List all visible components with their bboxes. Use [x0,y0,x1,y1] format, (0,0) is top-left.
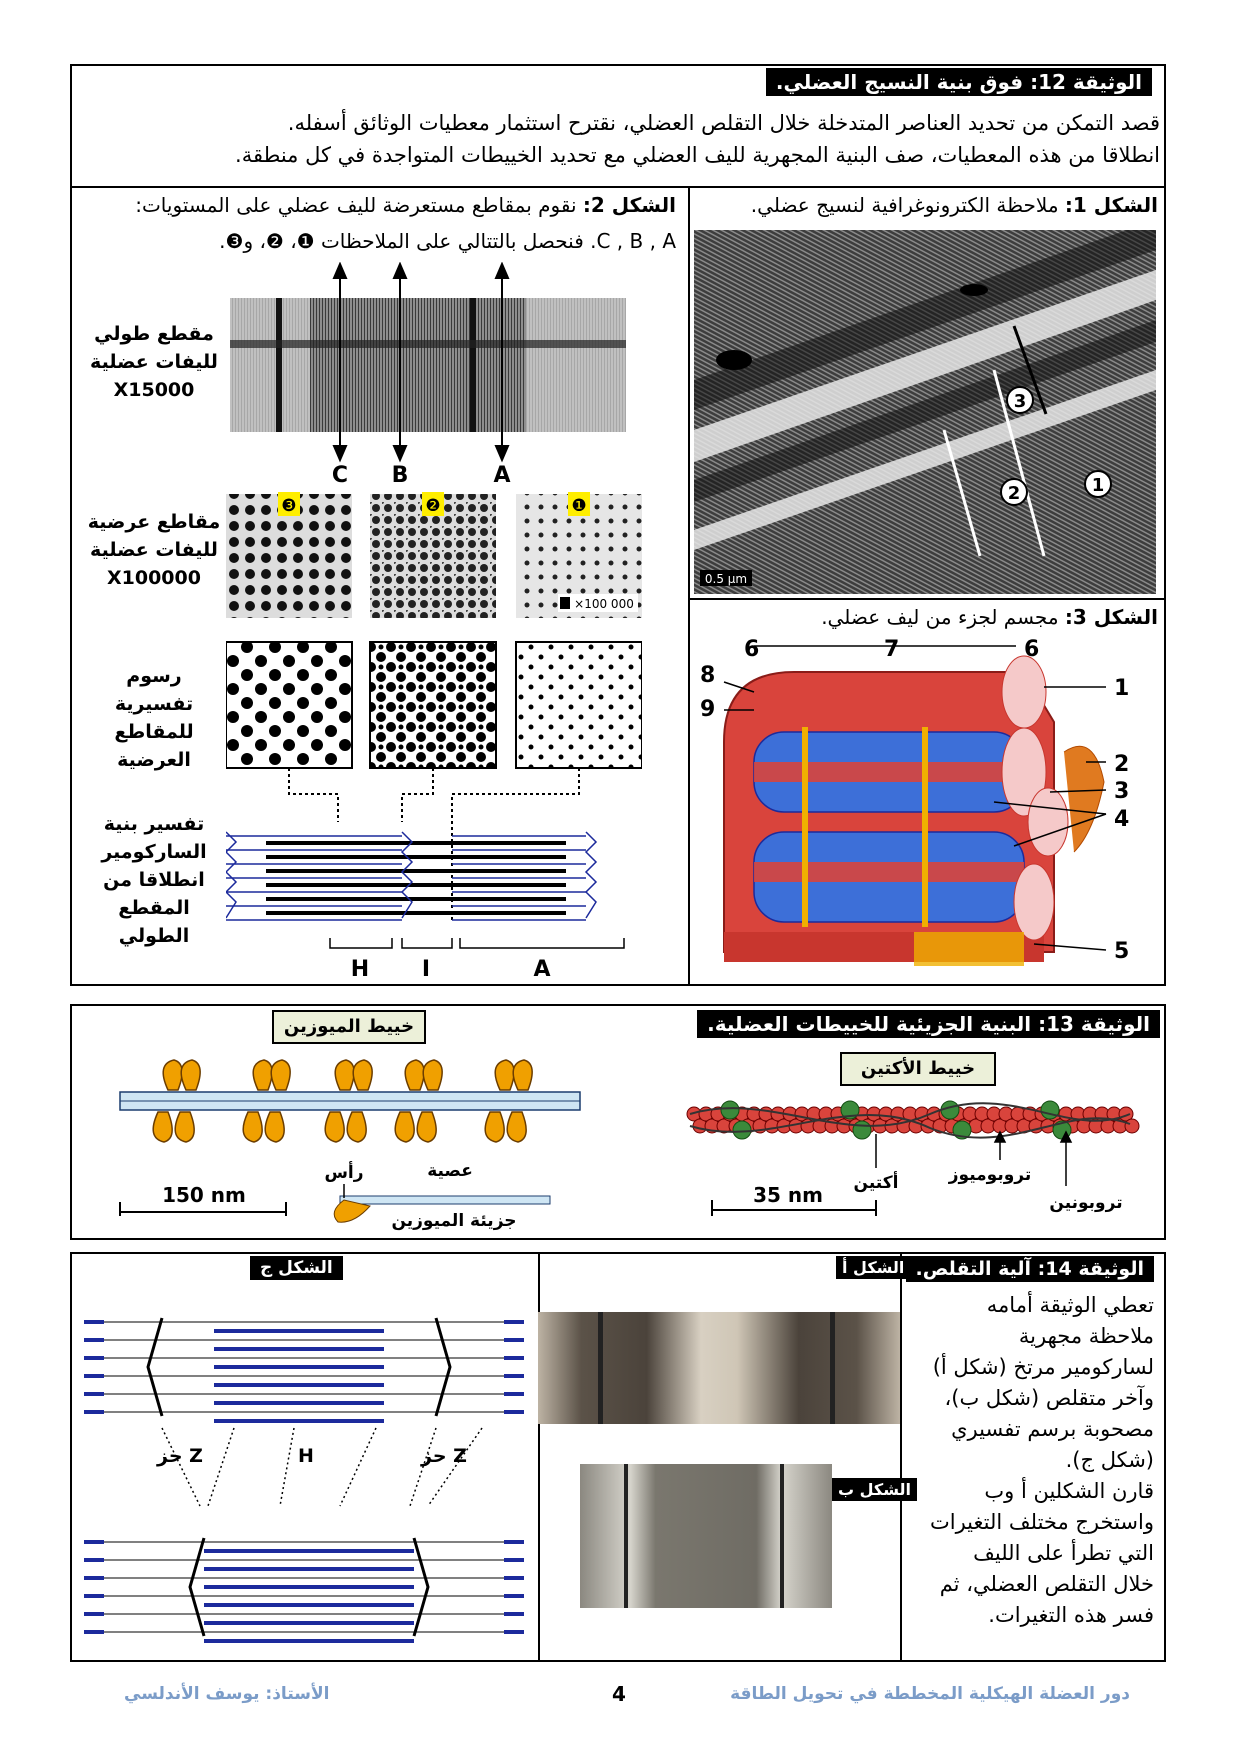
myosin-head [335,1060,354,1090]
fig2-band-I: I [421,957,431,982]
troponin-complex [853,1121,871,1139]
troponin-label: تروبونين [1049,1193,1123,1213]
doc14-title: الوثيقة 14: آلية التقلص. [906,1256,1154,1282]
relaxed-myosin [84,1338,104,1342]
troponin-complex [721,1101,739,1119]
relaxed-myosin [84,1320,104,1324]
doc12-divider-fig3 [688,598,1166,600]
fig2-caption-2: C , B , A. فنحصل بالتتالي على الملاحظات ❶، ❷، و❸. [219,229,676,253]
relaxed-myosin [504,1338,524,1342]
contracted-myosin [84,1558,104,1562]
myosin-head [265,1112,284,1142]
tropomyosin-label: تروبوميوز [948,1165,1032,1185]
myosin-bar [266,911,566,915]
fig2-row4-label-line1: تفسير بنية [103,813,205,835]
fig2-row1-label-line1: مقطع طولي [94,323,214,345]
fig2-row3-label-line3: العرضية [117,749,191,771]
myosin-head [175,1112,194,1142]
fig2-caption-bold: الشكل 2: [582,193,676,217]
relaxed-myosin [504,1410,524,1414]
doc12-title: الوثيقة 12: فوق بنية النسيج العضلي. [766,68,1152,96]
myosin-head [395,1112,414,1142]
contracted-myosin [504,1540,524,1544]
doc12-intro-2: انطلاقا من هذه المعطيات، صف البنية المجهرية لليف العضلي مع تحديد الخييطات المتواجدة في كل منطقة. [235,143,1160,167]
doc14-text-line: تعطي الوثيقة أمامه [986,1293,1154,1317]
fig3-caption [821,602,1158,632]
fig-c-tag: الشكل ج [250,1256,343,1280]
doc14-text-line: ملاحظة مجهرية [1018,1324,1154,1348]
doc14-text [930,1290,1154,1631]
relaxed-myosin [84,1356,104,1360]
fig1-caption [751,190,1158,220]
myosin-head [405,1060,424,1090]
myosin-bar [266,897,566,901]
fig-c-z-right: حز Z [421,1445,467,1467]
myosin-molecule-label: جزيئة الميوزين [391,1211,517,1231]
fig2-row1-label-line2: لليفات عضلية [90,351,218,373]
myosin-head [325,1112,344,1142]
contracted-myosin [204,1621,414,1625]
myosin-head [163,1060,182,1090]
contracted-myosin [84,1576,104,1580]
footer-teacher: الأستاذ: يوسف الأندلسي [124,1684,330,1704]
fig2-row2-label [84,508,224,592]
actin-label: أكتين [853,1173,899,1193]
myosin-bar [266,869,566,873]
troponin-complex [733,1121,751,1139]
doc14-text-line: وآخر متقلص (شكل ب)، [944,1386,1154,1410]
fig1-electron-micrograph [694,230,1156,594]
fig3-num-1: 1 [1114,676,1130,701]
fig2-row2-label-line1: مقاطع عرضية [87,511,221,533]
contracted-myosin [204,1585,414,1589]
fig2-plane-C: C [331,463,349,488]
myosin-scale: 150 nm [162,1183,246,1207]
contracted-myosin [504,1594,524,1598]
myosin-head [417,1112,436,1142]
relaxed-myosin [214,1329,384,1333]
fig2-plane-B: B [391,463,409,488]
actin-monomer [1125,1119,1139,1133]
doc14-text-line: (شكل ج). [1065,1448,1154,1472]
myosin-bar [266,841,566,845]
fig3-num-9: 9 [700,697,716,722]
fig1-caption-bold: الشكل 1: [1064,193,1158,217]
fig2-row2-label-line2: لليفات عضلية [90,539,218,561]
footer-course: دور العضلة الهيكلية المخططة في تحويل الطاقة [730,1684,1130,1704]
relaxed-myosin [214,1419,384,1423]
relaxed-myosin [214,1347,384,1351]
fig3-num-6-right: 6 [1024,637,1040,662]
fig-b-contracted-micrograph [580,1464,832,1608]
doc14-text-line: واستخرج مختلف التغيرات [929,1510,1154,1534]
fig2-row2-label-line3: X100000 [107,567,201,589]
fig2-cross-marker-3: ❸ [281,496,297,516]
myosin-head [243,1112,262,1142]
fig2-caption-1 [135,190,676,220]
myosin-head [507,1112,526,1142]
fig3-num-8: 8 [700,663,716,688]
fig2-plane-A: A [493,463,511,488]
doc12-divider-h [70,186,1166,188]
fig-c-sarcomere-schematic [84,1296,524,1656]
contracted-myosin [204,1567,414,1571]
fig-c-z-left: حز Z [157,1445,203,1467]
fig1-marker-2-text: 2 [1007,483,1021,504]
fig2-cross-marker-2: ❷ [425,496,441,516]
fig2-band-H: H [350,957,370,982]
relaxed-myosin [214,1383,384,1387]
fig-b-tag: الشكل ب [832,1478,917,1501]
fig1-caption-text: ملاحظة الكترونوغرافية لنسيج عضلي. [750,193,1059,217]
fig2-magnification: ×100 000 [574,597,634,611]
doc14-text-line: قارن الشكلين أ وب [984,1479,1154,1503]
contracted-myosin [504,1630,524,1634]
relaxed-myosin [84,1410,104,1414]
fig3-caption-text: مجسم لجزء من ليف عضلي. [821,605,1059,629]
contracted-myosin [204,1639,414,1643]
fig2-cross-marker-1: ❶ [571,496,587,516]
myosin-head [271,1060,290,1090]
doc14-text-line: فسر هذه التغيرات. [988,1603,1154,1627]
relaxed-z-right [436,1318,450,1416]
fig2-row3-label-line2: للمقاطع [114,721,194,743]
fig3-num-5: 5 [1114,939,1130,964]
fig3-num-3: 3 [1114,779,1130,804]
contracted-myosin [204,1549,414,1553]
myosin-head [353,1060,372,1090]
fig3-num-4: 4 [1114,807,1130,832]
contracted-myosin [84,1630,104,1634]
relaxed-myosin [214,1365,384,1369]
fig1-marker-3-text: 3 [1013,391,1027,412]
fig2-row1-label [84,320,224,404]
actin-scale: 35 nm [753,1183,823,1207]
fig-c-h: H [298,1445,314,1467]
relaxed-myosin [504,1392,524,1396]
contracted-myosin [84,1540,104,1544]
z-line-right [586,832,596,918]
myosin-head [153,1112,172,1142]
footer-page-number: 4 [612,1682,626,1706]
myosin-head [347,1112,366,1142]
myosin-bar [266,855,566,859]
fig-a-relaxed-micrograph [538,1312,900,1424]
relaxed-myosin [84,1392,104,1396]
relaxed-myosin [214,1401,384,1405]
contracted-myosin [204,1603,414,1607]
doc13-title: الوثيقة 13: البنية الجزيئية للخييطات العضلية. [697,1010,1160,1038]
fig3-muscle-fiber-model [694,632,1160,982]
contracted-myosin [504,1558,524,1562]
myosin-head [181,1060,200,1090]
fig1-scale: 0.5 µm [704,572,748,586]
myosin-head-label: رأس [324,1163,364,1183]
doc14-text-line: خلال التقلص العضلي، ثم [939,1572,1154,1596]
z-line-left [226,832,236,918]
myosin-head [485,1112,504,1142]
relaxed-myosin [504,1374,524,1378]
myosin-bar [266,883,566,887]
relaxed-myosin [504,1356,524,1360]
fig3-caption-bold: الشكل 3: [1064,605,1158,629]
doc14-text-line: التي تطرأ على الليف [973,1541,1154,1565]
fig2-row4-label-line2: الساركومير [101,841,207,863]
fig3-num-2: 2 [1114,752,1130,777]
relaxed-z-left [148,1318,162,1416]
myosin-head [423,1060,442,1090]
contracted-myosin [84,1612,104,1616]
contracted-z-right [414,1538,428,1636]
fig2-caption-text-1: نقوم بمقاطع مستعرضة لليف عضلي على المستويات: [135,193,577,217]
myosin-tag: خييط الميوزين [272,1010,426,1044]
fig2-row3-label-line1: رسوم تفسيرية [114,665,194,715]
doc13-filaments [90,1050,1150,1236]
relaxed-myosin [504,1320,524,1324]
fig2-row1-label-line3: X15000 [113,379,195,401]
fig2-diagram [226,262,642,982]
myosin-tail-label: عصية [427,1161,473,1181]
fig-a-tag: الشكل أ [836,1256,910,1279]
contracted-myosin [504,1576,524,1580]
myosin-head [495,1060,514,1090]
fig2-row4-label [84,810,224,950]
contracted-myosin [84,1594,104,1598]
doc14-divider-2 [900,1252,902,1662]
relaxed-myosin [84,1374,104,1378]
fig3-num-6-left: 6 [744,637,760,662]
fig2-row4-label-line3: انطلاقا من [103,869,205,891]
myosin-head [513,1060,532,1090]
fig2-band-A: A [533,957,551,982]
doc14-text-line: لساركومير مرتخ (شكل أ) [932,1355,1154,1379]
actin-tag: خييط الأكتين [840,1052,996,1086]
doc14-text-line: مصحوبة برسم تفسيري [951,1417,1154,1441]
myosin-head [253,1060,272,1090]
fig2-row3-label [84,662,224,774]
doc12-divider-v [688,186,690,986]
doc12-intro-1: قصد التمكن من تحديد العناصر المتدخلة خلال التقلص العضلي، نقترح استثمار معطيات الوثائق أسفله. [287,111,1160,135]
fig2-sarcomere-schematic [226,832,596,920]
contracted-z-left [190,1538,204,1636]
fig1-marker-1-text: 1 [1091,475,1105,496]
fig2-row4-label-line4: المقطع الطولي [118,897,190,947]
contracted-myosin [504,1612,524,1616]
fig3-num-7: 7 [884,637,900,662]
